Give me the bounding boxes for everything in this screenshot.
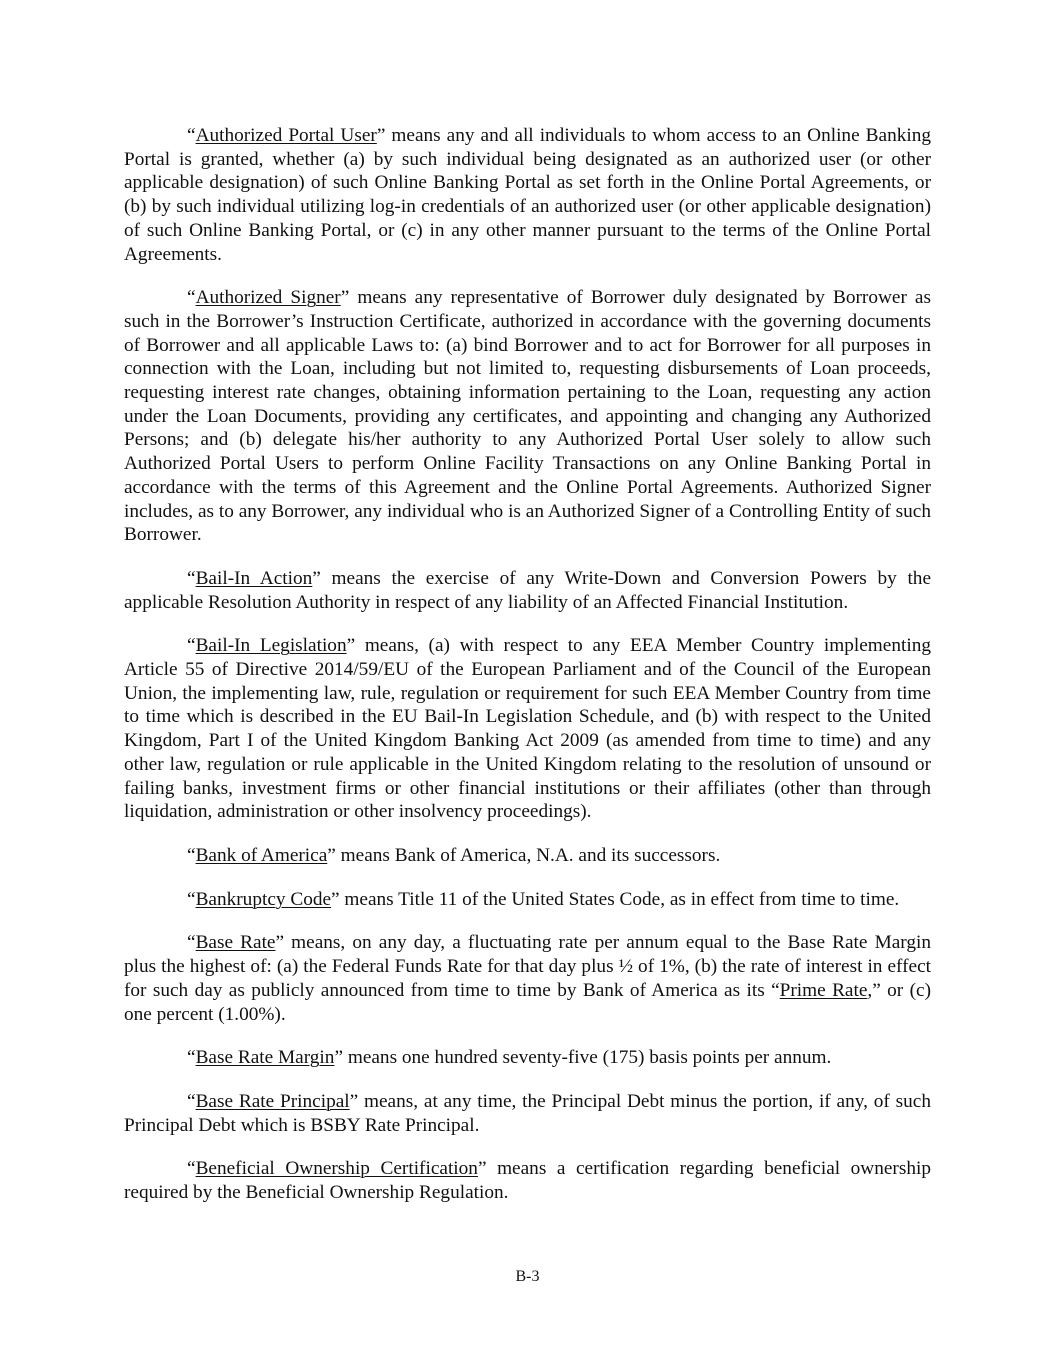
definition-bank-of-america: “Bank of America” means Bank of America, N.A. and its successors. [187,844,721,866]
defined-term: Base Rate Principal [195,1090,350,1112]
page-number: B-3 [515,1268,540,1285]
definition-beneficial-ownership-certification: “Beneficial Ownership Certification” means a certification regarding beneficial ownership required by the Beneficial Ownership Regulation. [124,1158,931,1204]
definition-text: ” means Bank of America, N.A. and its successors. [327,844,721,866]
defined-term: Base Rate [195,932,276,954]
defined-term: Bail-In Legislation [195,635,347,657]
definition-text: ” means Title 11 of the United States Code, as in effect from time to time. [331,888,900,910]
defined-term: Authorized Signer [195,287,341,309]
definition-bankruptcy-code: “Bankruptcy Code” means Title 11 of the United States Code, as in effect from time to time. [187,888,900,910]
definition-bail-in-action: “Bail-In Action” means the exercise of any Write-Down and Conversion Powers by the applicable Resolution Authority in respect of any liability of an Affected Financial Institution. [124,567,931,613]
document-body [124,124,931,1225]
definition-text-tail: ,” or (c) one percent (1.00%). [124,979,931,1025]
definition-text: ” means a certification regarding beneficial ownership required by the Beneficial Ownership Regulation. [124,1158,931,1204]
definition-text: ” means, (a) with respect to any EEA Member Country implementing Article 55 of Directive 2014/59/EU of the European Parliament and of the Council of the European Union, the implementing law, rule, regulation or requirement for such EEA Member Country from time to time which is described in the EU Bail-In Legislation Schedule, and (b) with respect to the United Kingdom, Part I of the United Kingdom Banking Act 2009 (as amended from time to time) and any other law, regulation or rule applicable in the United Kingdom relating to the resolution of unsound or failing banks, investment firms or other financial institutions or their affiliates (other than through liquidation, administration or other insolvency proceedings). [124,635,931,823]
definition-text: ” means the exercise of any Write-Down and Conversion Powers by the applicable Resolution Authority in respect of any liability of an Affected Financial Institution. [124,567,931,613]
definition-text: ” means, on any day, a fluctuating rate per annum equal to the Base Rate Margin plus the highest of: (a) the Federal Funds Rate for that day plus ½ of 1%, (b) the rate of interest in effect for such day as publicly announced from time to time by Bank of America as its “ [124,932,931,1001]
defined-term: Bail-In Action [195,567,313,589]
defined-term: Bankruptcy Code [195,888,332,910]
defined-term: Authorized Portal User [195,125,377,146]
definition-authorized-signer: “Authorized Signer” means any representative of Borrower duly designated by Borrower as such in the Borrower’s Instruction Certificate, authorized in accordance with the governing documents of Borrower and all applicable Laws to: (a) bind Borrower and to act for Borrower for all purposes in connection with the Loan, including but not limited to, requesting disbursements of Loan proceeds, requesting interest rate changes, obtaining information pertaining to the Loan, requesting any action under the Loan Documents, providing any certificates, and appointing and changing any Authorized Persons; and (b) delegate his/her authority to any Authorized Portal User solely to allow such Authorized Portal Users to perform Online Facility Transactions on any Online Banking Portal in accordance with the terms of this Agreement and the Online Portal Agreements. Authorized Signer includes, as to any Borrower, any individual who is an Authorized Signer of a Controlling Entity of such Borrower. [124,287,931,546]
definition-bail-in-legislation: “Bail-In Legislation” means, (a) with respect to any EEA Member Country implementing Article 55 of Directive 2014/59/EU of the European Parliament and of the Council of the European Union, the implementing law, rule, regulation or requirement for such EEA Member Country from time to time which is described in the EU Bail-In Legislation Schedule, and (b) with respect to the United Kingdom, Part I of the United Kingdom Banking Act 2009 (as amended from time to time) and any other law, regulation or rule applicable in the United Kingdom relating to the resolution of unsound or failing banks, investment firms or other financial institutions or their affiliates (other than through liquidation, administration or other insolvency proceedings). [124,635,931,823]
defined-term: Base Rate Margin [195,1047,335,1069]
definition-base-rate-principal: “Base Rate Principal” means, at any time, the Principal Debt minus the portion, if any, of such Principal Debt which is BSBY Rate Principal. [124,1090,931,1136]
definition-base-rate: “Base Rate” means, on any day, a fluctuating rate per annum equal to the Base Rate Margin plus the highest of: (a) the Federal Funds Rate for that day plus ½ of 1%, (b) the rate of interest in effect for such day as publicly announced from time to time by Bank of America as its “Prime Rate,” or (c) one percent (1.00%). [124,932,931,1025]
definition-base-rate-margin: “Base Rate Margin” means one hundred seventy-five (175) basis points per annum. [187,1047,832,1069]
defined-term-inline: Prime Rate [779,979,868,1001]
definition-authorized-portal-user: “Authorized Portal User” means any and all individuals to whom access to an Online Banking Portal is granted, whether (a) by such individual being designated as an authorized user (or other applicable designation) of such Online Banking Portal as set forth in the Online Portal Agreements, or (b) by such individual utilizing log-in credentials of an authorized user (or other applicable designation) of such Online Banking Portal, or (c) in any other manner pursuant to the terms of the Online Portal Agreements. [124,125,931,265]
defined-term: Beneficial Ownership Certification [195,1158,478,1180]
definition-text: ” means one hundred seventy-five (175) basis points per annum. [334,1047,832,1069]
defined-term: Bank of America [195,844,328,866]
definition-text: ” means any and all individuals to whom access to an Online Banking Portal is granted, whether (a) by such individual being designated as an authorized user (or other applicable designation) of such Online Banking Portal as set forth in the Online Portal Agreements, or (b) by such individual utilizing log-in credentials of an authorized user (or other applicable designation) of such Online Banking Portal, or (c) in any other manner pursuant to the terms of the Online Portal Agreements. [124,125,931,265]
definition-text: ” means any representative of Borrower duly designated by Borrower as such in the Borrower’s Instruction Certificate, authorized in accordance with the governing documents of Borrower and all applicable Laws to: (a) bind Borrower and to act for Borrower for all purposes in connection with the Loan, including but not limited to, requesting disbursements of Loan proceeds, requesting interest rate changes, obtaining information pertaining to the Loan, requesting any action under the Loan Documents, providing any certificates, and appointing and changing any Authorized Persons; and (b) delegate his/her authority to any Authorized Portal User solely to allow such Authorized Portal Users to perform Online Facility Transactions on any Online Banking Portal in accordance with the terms of this Agreement and the Online Portal Agreements. Authorized Signer includes, as to any Borrower, any individual who is an Authorized Signer of a Controlling Entity of such Borrower. [124,287,931,546]
definition-text: ” means, at any time, the Principal Debt minus the portion, if any, of such Principal Debt which is BSBY Rate Principal. [124,1090,931,1136]
